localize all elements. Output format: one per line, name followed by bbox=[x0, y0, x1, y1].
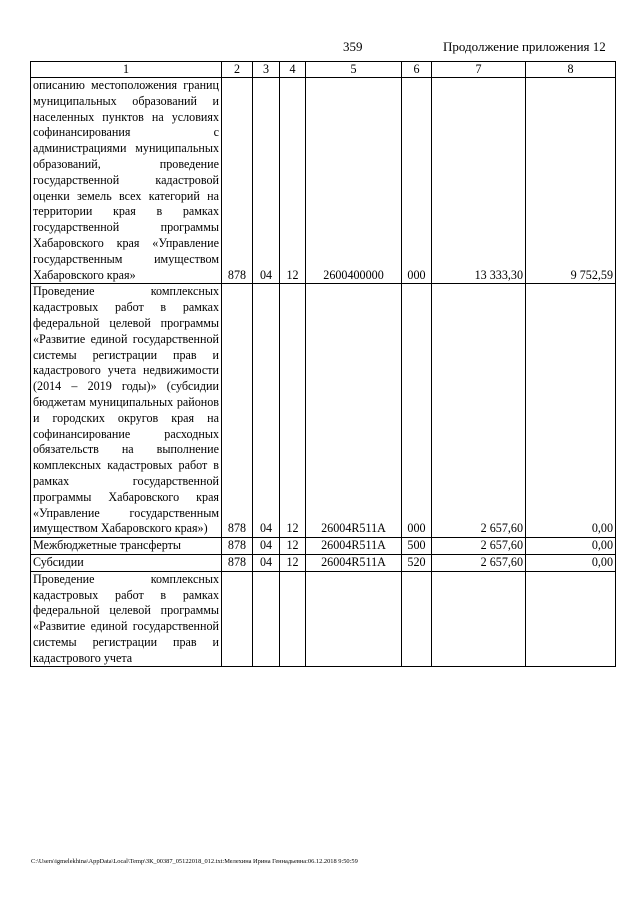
table-row bbox=[31, 571, 616, 667]
appendix-continuation-label: Продолжение приложения 12 bbox=[443, 39, 606, 54]
table-header-row bbox=[31, 62, 616, 78]
ministry-code-cell: 878 bbox=[222, 284, 253, 538]
page-number: 359 bbox=[343, 39, 363, 54]
expense-type-cell bbox=[402, 571, 432, 667]
subsection-code-cell bbox=[280, 571, 306, 667]
target-article-cell: 26004R511A bbox=[306, 538, 402, 555]
target-article-cell: 26004R511A bbox=[306, 284, 402, 538]
section-code-cell: 04 bbox=[253, 78, 280, 284]
document-path-footer: C:\Users\igmelekhina\AppData\Local\Temp\ЗК_00387_05122018_012.txt:Мелехина Ирина Геннадьевна:06.12.2018 9:50:59 bbox=[31, 858, 358, 865]
amount-planned-cell: 2 657,60 bbox=[432, 554, 526, 571]
row-name-cell: Субсидии bbox=[31, 554, 222, 571]
subsection-code-cell: 12 bbox=[280, 554, 306, 571]
column-header: 7 bbox=[432, 62, 526, 78]
amount-executed-cell: 9 752,59 bbox=[526, 78, 616, 284]
expense-type-cell: 500 bbox=[402, 538, 432, 555]
row-name-cell: описанию местоположения границ муниципальных образований и населенных пунктов на условиях софинансирования с администрациями муниципальных образований, проведение государственной кадастровой оценки земель всех категорий на территории края в рамках государственной программы Хабаровского края «Управление государственным имуществом Хабаровского края» bbox=[31, 78, 222, 284]
target-article-cell bbox=[306, 571, 402, 667]
column-header: 5 bbox=[306, 62, 402, 78]
row-name-cell: Проведение комплексных кадастровых работ в рамках федеральной целевой программы «Развитие единой государственной системы регистрации прав и кадастрового учета недвижимости (2014 – 2019 годы)» (субсидии бюджетам муниципальных районов и городских округов края на софинансирование расходных обязательств на выполнение комплексных кадастровых работ в рамках государственной программы Хабаровского края «Управление государственным имуществом Хабаровского края») bbox=[31, 284, 222, 538]
table-row bbox=[31, 538, 616, 555]
expense-type-cell: 000 bbox=[402, 78, 432, 284]
section-code-cell: 04 bbox=[253, 538, 280, 555]
row-name-cell: Проведение комплексных кадастровых работ в рамках федеральной целевой программы «Развитие единой государственной системы регистрации прав и кадастрового учета bbox=[31, 571, 222, 667]
amount-planned-cell bbox=[432, 571, 526, 667]
table-row bbox=[31, 554, 616, 571]
ministry-code-cell: 878 bbox=[222, 78, 253, 284]
subsection-code-cell: 12 bbox=[280, 284, 306, 538]
budget-table bbox=[30, 61, 616, 667]
amount-executed-cell: 0,00 bbox=[526, 554, 616, 571]
amount-planned-cell: 2 657,60 bbox=[432, 284, 526, 538]
amount-planned-cell: 2 657,60 bbox=[432, 538, 526, 555]
column-header: 8 bbox=[526, 62, 616, 78]
amount-planned-cell: 13 333,30 bbox=[432, 78, 526, 284]
table-row bbox=[31, 284, 616, 538]
amount-executed-cell: 0,00 bbox=[526, 284, 616, 538]
subsection-code-cell: 12 bbox=[280, 78, 306, 284]
column-header: 1 bbox=[31, 62, 222, 78]
row-name-cell: Межбюджетные трансферты bbox=[31, 538, 222, 555]
ministry-code-cell: 878 bbox=[222, 554, 253, 571]
column-header: 4 bbox=[280, 62, 306, 78]
amount-executed-cell bbox=[526, 571, 616, 667]
table-row bbox=[31, 78, 616, 284]
subsection-code-cell: 12 bbox=[280, 538, 306, 555]
column-header: 6 bbox=[402, 62, 432, 78]
section-code-cell bbox=[253, 571, 280, 667]
section-code-cell: 04 bbox=[253, 284, 280, 538]
target-article-cell: 26004R511A bbox=[306, 554, 402, 571]
ministry-code-cell bbox=[222, 571, 253, 667]
amount-executed-cell: 0,00 bbox=[526, 538, 616, 555]
column-header: 2 bbox=[222, 62, 253, 78]
column-header: 3 bbox=[253, 62, 280, 78]
target-article-cell: 2600400000 bbox=[306, 78, 402, 284]
section-code-cell: 04 bbox=[253, 554, 280, 571]
expense-type-cell: 520 bbox=[402, 554, 432, 571]
ministry-code-cell: 878 bbox=[222, 538, 253, 555]
expense-type-cell: 000 bbox=[402, 284, 432, 538]
